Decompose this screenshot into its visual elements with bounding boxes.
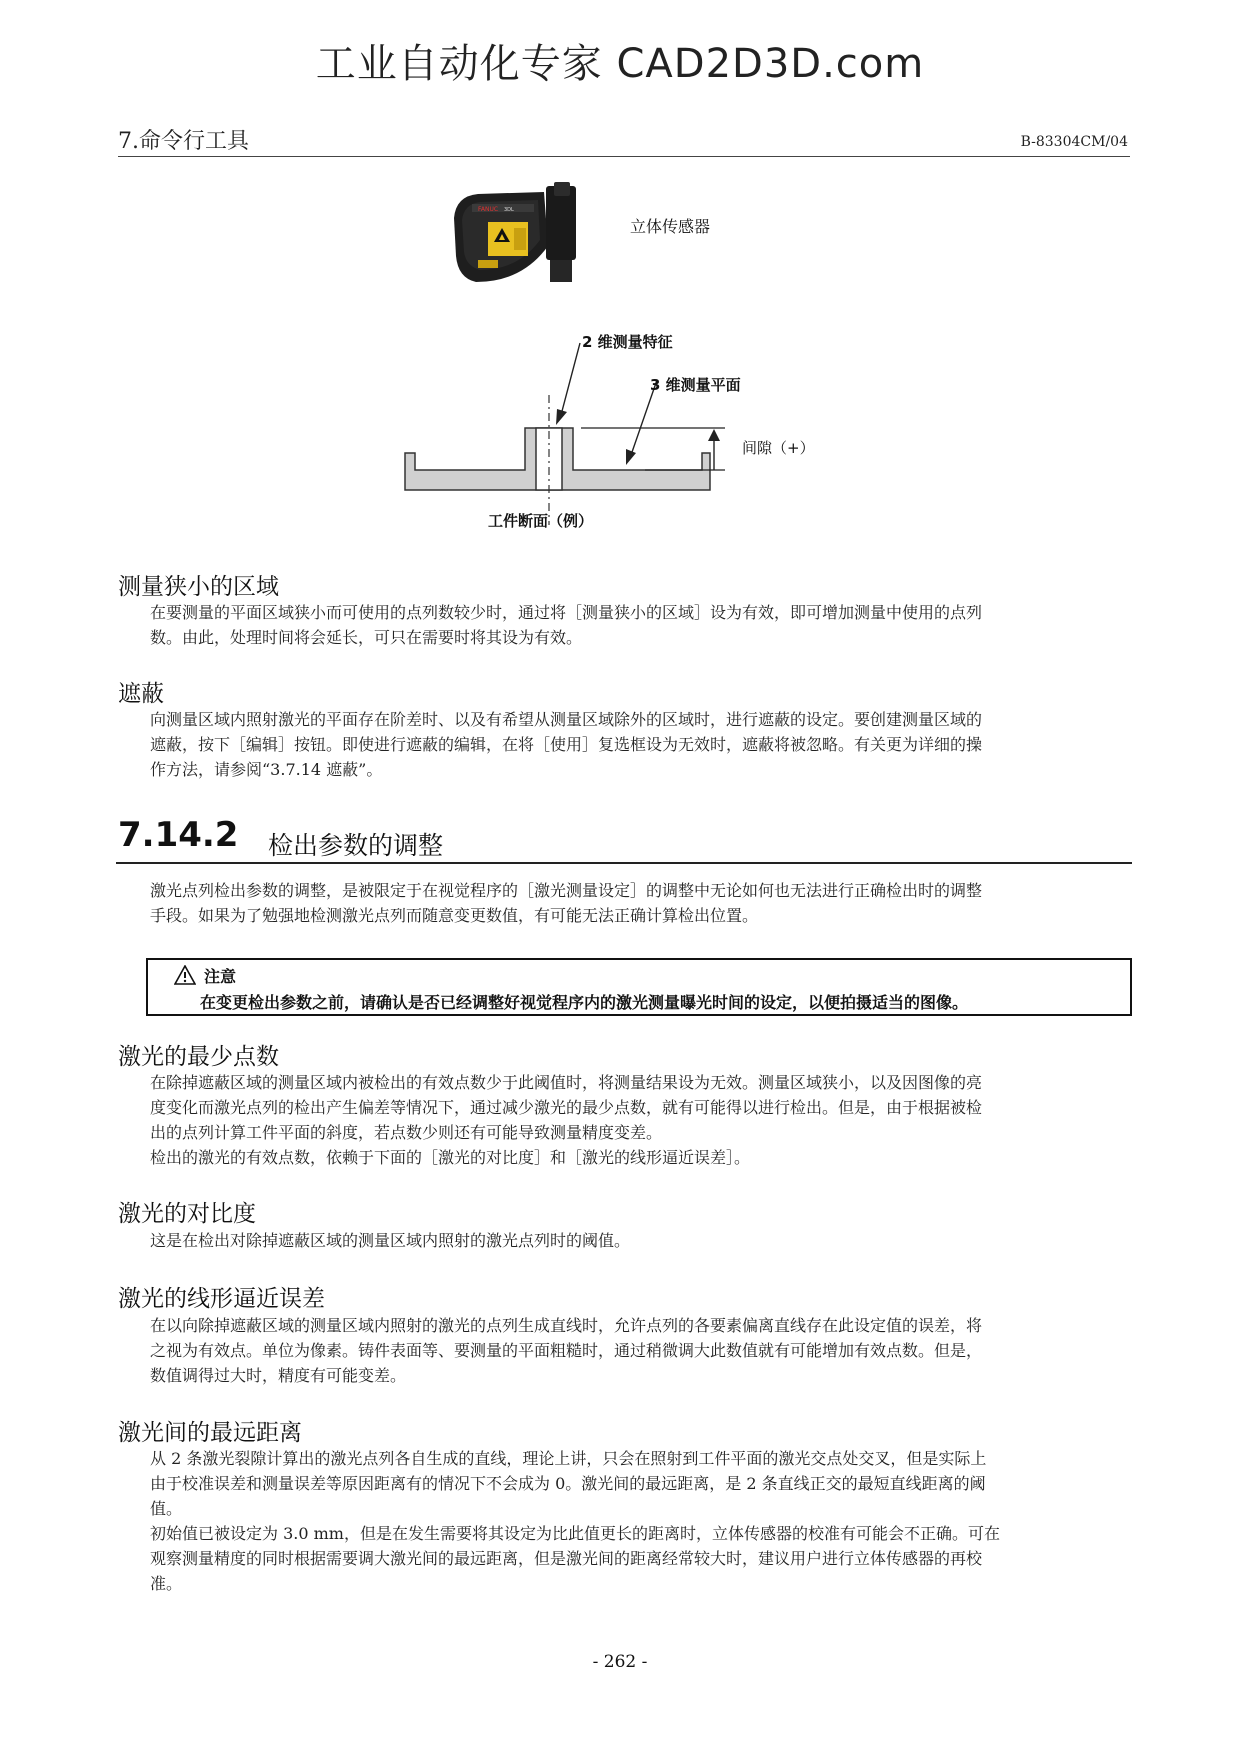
paragraph-line-fit bbox=[150, 1313, 1130, 1388]
text-line: 初始值已被设定为 3.0 mm，但是在发生需要将其设定为比此值更长的距离时，立体传感器的校准有可能会不正确。可在 bbox=[150, 1524, 1000, 1543]
document-number: B-83304CM/04 bbox=[1020, 134, 1128, 150]
section-number: 7.14.2 bbox=[118, 815, 239, 855]
heading-mask: 遮蔽 bbox=[118, 681, 164, 707]
sensor-label: 立体传感器 bbox=[630, 217, 711, 236]
text-line: 数。由此，处理时间将会延长，可只在需要时将其设为有效。 bbox=[150, 628, 583, 647]
paragraph-min-points bbox=[150, 1070, 1130, 1170]
paragraph-mask bbox=[150, 707, 1130, 782]
watermark-text: 工业自动化专家 CAD2D3D.com bbox=[315, 41, 925, 87]
heading-contrast: 激光的对比度 bbox=[118, 1201, 256, 1227]
notice-body: 在变更检出参数之前，请确认是否已经调整好视觉程序内的激光测量曝光时间的设定，以便拍摄适当的图像。 bbox=[200, 993, 969, 1012]
notice-box bbox=[146, 958, 1132, 1016]
stereo-sensor-image bbox=[452, 182, 604, 290]
text-line: 这是在检出对除掉遮蔽区域的测量区域内照射的激光点列时的阈值。 bbox=[150, 1231, 631, 1250]
text-line: 遮蔽，按下［编辑］按钮。即使进行遮蔽的编辑，在将［使用］复选框设为无效时，遮蔽将被忽略。有关更为详细的操 bbox=[150, 735, 983, 754]
text-line: 在要测量的平面区域狭小而可使用的点列数较少时，通过将［测量狭小的区域］设为有效，即可增加测量中使用的点列 bbox=[150, 603, 983, 622]
text-line: 值。 bbox=[150, 1499, 183, 1518]
text-line: 手段。如果为了勉强地检测激光点列而随意变更数值，有可能无法正确计算检出位置。 bbox=[150, 906, 759, 925]
gap-arrow bbox=[708, 429, 720, 441]
heading-min-points: 激光的最少点数 bbox=[118, 1044, 279, 1070]
section-rule bbox=[116, 862, 1132, 864]
page-number: - 262 - bbox=[592, 1652, 648, 1672]
heading-max-distance: 激光间的最远距离 bbox=[118, 1420, 302, 1446]
text-line: 在除掉遮蔽区域的测量区域内被检出的有效点数少于此阈值时，将测量结果设为无效。测量区域狭小，以及因图像的亮 bbox=[150, 1073, 983, 1092]
text-line: 在以向除掉遮蔽区域的测量区域内照射的激光的点列生成直线时，允许点列的各要素偏离直线存在此设定值的误差，将 bbox=[150, 1316, 983, 1335]
label-gap: 间隙（+） bbox=[742, 439, 815, 457]
text-line: 之视为有效点。单位为像素。铸件表面等、要测量的平面粗糙时，通过稍微调大此数值就有可能增加有效点数。但是， bbox=[150, 1341, 983, 1360]
chapter-title: 7.命令行工具 bbox=[118, 129, 249, 154]
paragraph-max-distance bbox=[150, 1446, 1130, 1596]
header-rule bbox=[118, 156, 1130, 157]
arrow-2d bbox=[556, 409, 567, 425]
paragraph-narrow-area bbox=[150, 600, 1130, 650]
notice-title: 注意 bbox=[204, 967, 237, 986]
warning-icon bbox=[174, 965, 196, 985]
arrow-3d bbox=[626, 449, 636, 465]
paragraph-contrast bbox=[150, 1228, 1130, 1253]
text-line: 观察测量精度的同时根据需要调大激光间的最远距离，但是激光间的距离经常较大时，建议用户进行立体传感器的再校 bbox=[150, 1549, 983, 1568]
svg-text:3DL: 3DL bbox=[504, 207, 514, 213]
section-title: 检出参数的调整 bbox=[268, 831, 444, 860]
label-3d-plane: 3 维测量平面 bbox=[650, 376, 741, 394]
heading-narrow-area: 测量狭小的区域 bbox=[118, 574, 279, 600]
text-line: 数值调得过大时，精度有可能变差。 bbox=[150, 1366, 407, 1385]
label-2d-feature: 2 维测量特征 bbox=[582, 333, 673, 351]
svg-text:FANUC: FANUC bbox=[478, 206, 499, 213]
text-line: 出的点列计算工件平面的斜度，若点数少则还有可能导致测量精度变差。 bbox=[150, 1123, 663, 1142]
text-line: 从 2 条激光裂隙计算出的激光点列各自生成的直线，理论上讲，只会在照射到工件平面的激光交点处交叉，但是实际上 bbox=[150, 1449, 987, 1468]
text-line: 由于校准误差和测量误差等原因距离有的情况下不会成为 0。激光间的最远距离，是 2 条直线正交的最短直线距离的阈 bbox=[150, 1474, 986, 1493]
text-line: 度变化而激光点列的检出产生偏差等情况下，通过减少激光的最少点数，就有可能得以进行检出。但是，由于根据被检 bbox=[150, 1098, 983, 1117]
text-line: 激光点列检出参数的调整，是被限定于在视觉程序的［激光测量设定］的调整中无论如何也无法进行正确检出时的调整 bbox=[150, 881, 983, 900]
text-line: 检出的激光的有效点数，依赖于下面的［激光的对比度］和［激光的线形逼近误差］。 bbox=[150, 1148, 751, 1167]
paragraph-section-intro bbox=[150, 878, 1130, 928]
text-line: 作方法，请参阅“3.7.14 遮蔽”。 bbox=[150, 760, 383, 779]
figure-caption: 工件断面（例） bbox=[488, 512, 594, 530]
text-line: 向测量区域内照射激光的平面存在阶差时、以及有希望从测量区域除外的区域时，进行遮蔽的设定。要创建测量区域的 bbox=[150, 710, 983, 729]
heading-line-fit: 激光的线形逼近误差 bbox=[118, 1286, 325, 1312]
text-line: 准。 bbox=[150, 1574, 183, 1593]
